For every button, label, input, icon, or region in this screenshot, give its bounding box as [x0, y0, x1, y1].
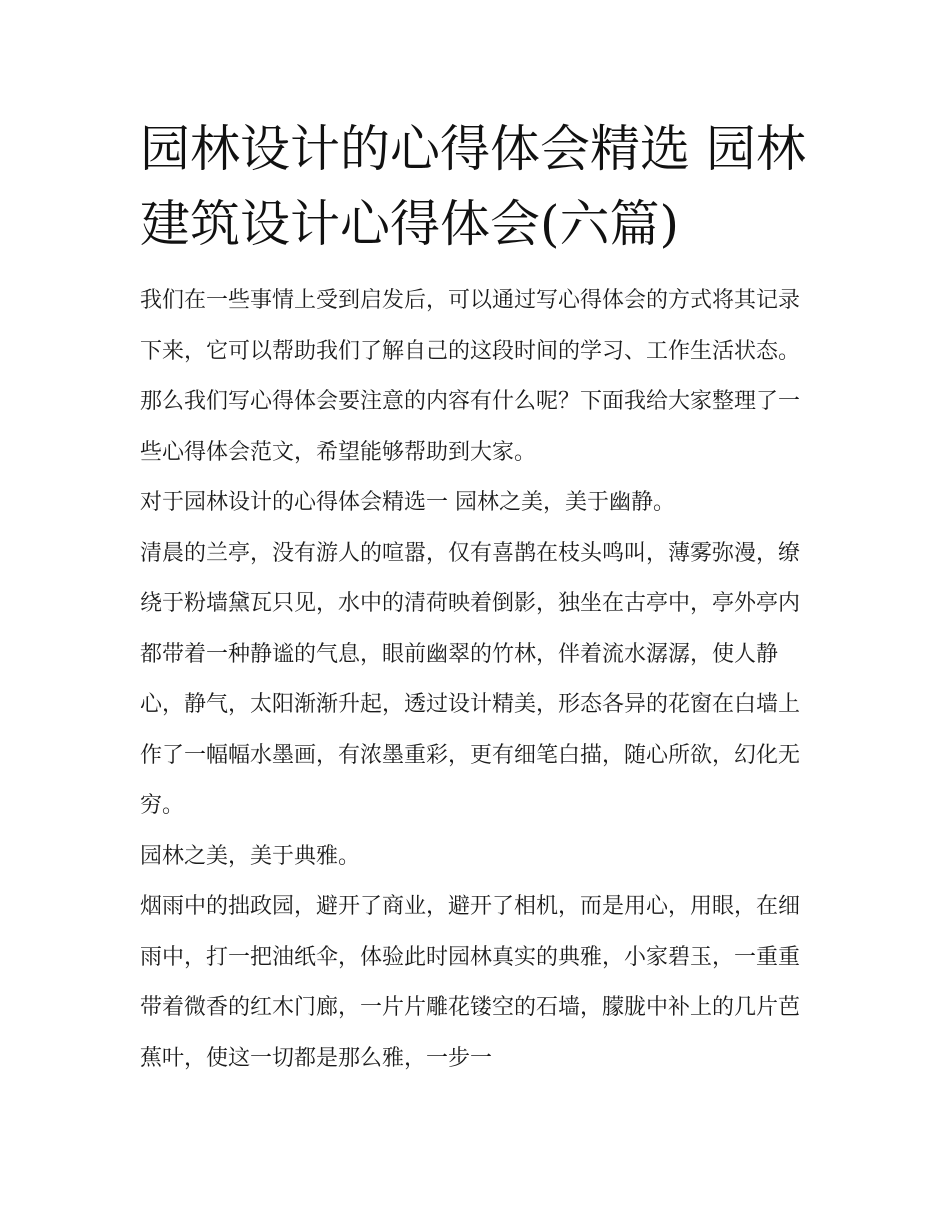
paragraph-humble-garden: 烟雨中的拙政园，避开了商业，避开了相机，而是用心，用眼，在细雨中，打一把油纸伞，体验此时园林真实的典雅，小家碧玉，一重重带着微香的红木门廊，一片片雕花镂空的石墙，朦胧中补上的几片芭蕉叶，使这一切都是那么雅，一步一 [140, 894, 801, 1071]
document-body [140, 276, 820, 1084]
document-title: 园林设计的心得体会精选 园林建筑设计心得体会(六篇) [140, 120, 806, 253]
paragraph-morning-pavilion: 清晨的兰亭，没有游人的喧嚣，仅有喜鹊在枝头鸣叫，薄雾弥漫，缭绕于粉墙黛瓦只见，水中的清荷映着倒影，独坐在古亭中，亭外亭内都带着一种静谧的气息，眼前幽翠的竹林，伴着流水潺潺，使人静心，静气，太阳渐渐升起，透过设计精美，形态各异的花窗在白墙上作了一幅幅水墨画，有浓墨重彩，更有细笔白描，随心所欲，幻化无穷。 [140, 540, 801, 818]
paragraph-intro: 我们在一些事情上受到启发后，可以通过写心得体会的方式将其记录下来，它可以帮助我们了解自己的这段时间的学习、工作生活状态。那么我们写心得体会要注意的内容有什么呢？下面我给大家整理了一些心得体会范文，希望能够帮助到大家。 [140, 288, 801, 465]
paragraph-section-heading: 对于园林设计的心得体会精选一 园林之美，美于幽静。 [140, 490, 675, 515]
paragraph-elegance-heading: 园林之美，美于典雅。 [140, 843, 361, 869]
